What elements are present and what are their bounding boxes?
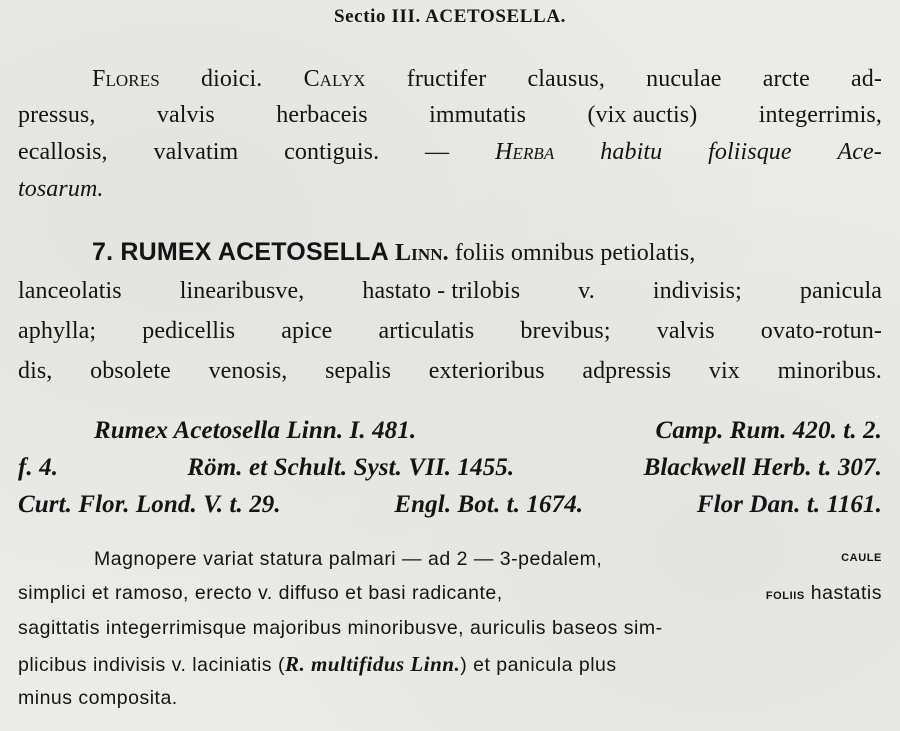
species-word: articulatis	[378, 318, 475, 344]
description-word: ad-	[851, 66, 882, 92]
species-word: vix	[708, 358, 740, 384]
word-foliis: foliis	[765, 586, 805, 603]
reference-citation: Röm. et Schult. Syst. VII. 1455.	[187, 454, 515, 481]
notes-text: Magnopere variat statura palmari — ad 2 — 3-pedalem,	[94, 548, 603, 570]
word-caule: caule	[841, 548, 882, 565]
description-word: valvatim	[153, 139, 239, 165]
description-word: ecallosis,	[18, 139, 108, 165]
description-word: tosarum.	[18, 176, 104, 202]
reference-citation: Curt. Flor. Lond. V. t. 29.	[18, 491, 281, 518]
species-word: indivisis;	[652, 278, 742, 304]
notes-line-1	[94, 548, 882, 571]
species-author: Linn.	[395, 240, 449, 266]
species-word: brevibus;	[520, 318, 611, 344]
species-name: 7. RUMEX ACETOSELLA	[92, 238, 389, 266]
reference-citation: Camp. Rum. 420. t. 2.	[655, 417, 882, 444]
description-word: habitu	[600, 139, 663, 165]
notes-reference: R. multifidus Linn.	[284, 652, 461, 676]
notes-line-5	[18, 687, 882, 710]
description-line-2	[18, 102, 882, 129]
species-word: pedicellis	[142, 318, 236, 344]
species-word: valvis	[656, 318, 715, 344]
description-line-3	[18, 139, 882, 166]
description-word: herbaceis	[276, 102, 368, 128]
description-word: Ace-	[837, 139, 882, 165]
notes-text: hastatis	[810, 582, 882, 604]
notes-line-2	[18, 582, 882, 605]
description-word: integerrimis,	[758, 102, 882, 128]
reference-citation: Blackwell Herb. t. 307.	[643, 454, 882, 481]
description-word: fructifer	[406, 66, 487, 92]
notes-text: ) et panicula plus	[460, 654, 617, 676]
references-line-3	[18, 491, 882, 519]
references-line-1	[94, 417, 882, 445]
species-word: v.	[578, 278, 595, 304]
species-word: adpressis	[582, 358, 672, 384]
description-word: contiguis.	[284, 139, 380, 165]
description-word: (vix auctis)	[587, 102, 698, 128]
description-word: valvis	[156, 102, 215, 128]
species-word: exterioribus	[428, 358, 545, 384]
species-line-4	[18, 358, 882, 385]
species-word: apice	[281, 318, 333, 344]
species-word: linearibusve,	[179, 278, 305, 304]
references-line-2	[18, 454, 882, 482]
reference-citation: Engl. Bot. t. 1674.	[394, 491, 584, 518]
species-word: panicula	[799, 278, 882, 304]
species-word: ovato-rotun-	[760, 318, 882, 344]
species-line-1	[92, 238, 882, 267]
reference-citation: Flor Dan. t. 1161.	[696, 491, 882, 518]
species-word: sepalis	[325, 358, 392, 384]
word-flores: Flores	[92, 66, 160, 92]
section-heading-text: Sectio III. ACETOSELLA.	[333, 6, 566, 27]
species-line-2	[18, 278, 882, 305]
species-word: minoribus.	[777, 358, 882, 384]
word-calyx: Calyx	[303, 66, 366, 92]
description-dash: —	[425, 139, 450, 165]
species-line-3	[18, 318, 882, 345]
description-word: clausus,	[527, 66, 605, 92]
description-line-4	[18, 176, 882, 203]
species-word: dis,	[18, 358, 53, 384]
description-word: pressus,	[18, 102, 96, 128]
description-word: nuculae	[646, 66, 722, 92]
notes-text: simplici et ramoso, erecto v. diffuso et basi radicante,	[18, 582, 503, 604]
description-word: dioici.	[201, 66, 263, 92]
section-heading	[0, 6, 900, 28]
notes-line-3	[18, 617, 882, 640]
description-word: immutatis	[429, 102, 527, 128]
notes-text: plicibus indivisis v. laciniatis (	[18, 654, 285, 676]
description-line-1	[92, 66, 882, 93]
word-herba: Herba	[495, 139, 555, 165]
species-word: obsolete	[90, 358, 171, 384]
species-word: aphylla;	[18, 318, 97, 344]
species-text: foliis omnibus petiolatis,	[454, 240, 696, 266]
species-word: hastato - trilobis	[362, 278, 521, 304]
reference-citation: f. 4.	[18, 454, 59, 481]
species-word: venosis,	[208, 358, 288, 384]
species-word: lanceolatis	[18, 278, 122, 304]
description-word: foliisque	[708, 139, 792, 165]
reference-citation: Rumex Acetosella Linn. I. 481.	[94, 417, 417, 444]
notes-text: minus composita.	[18, 687, 178, 709]
description-word: arcte	[762, 66, 810, 92]
notes-text: sagittatis integerrimisque majoribus minoribusve, auriculis baseos sim-	[18, 617, 663, 639]
notes-line-4	[18, 652, 882, 677]
